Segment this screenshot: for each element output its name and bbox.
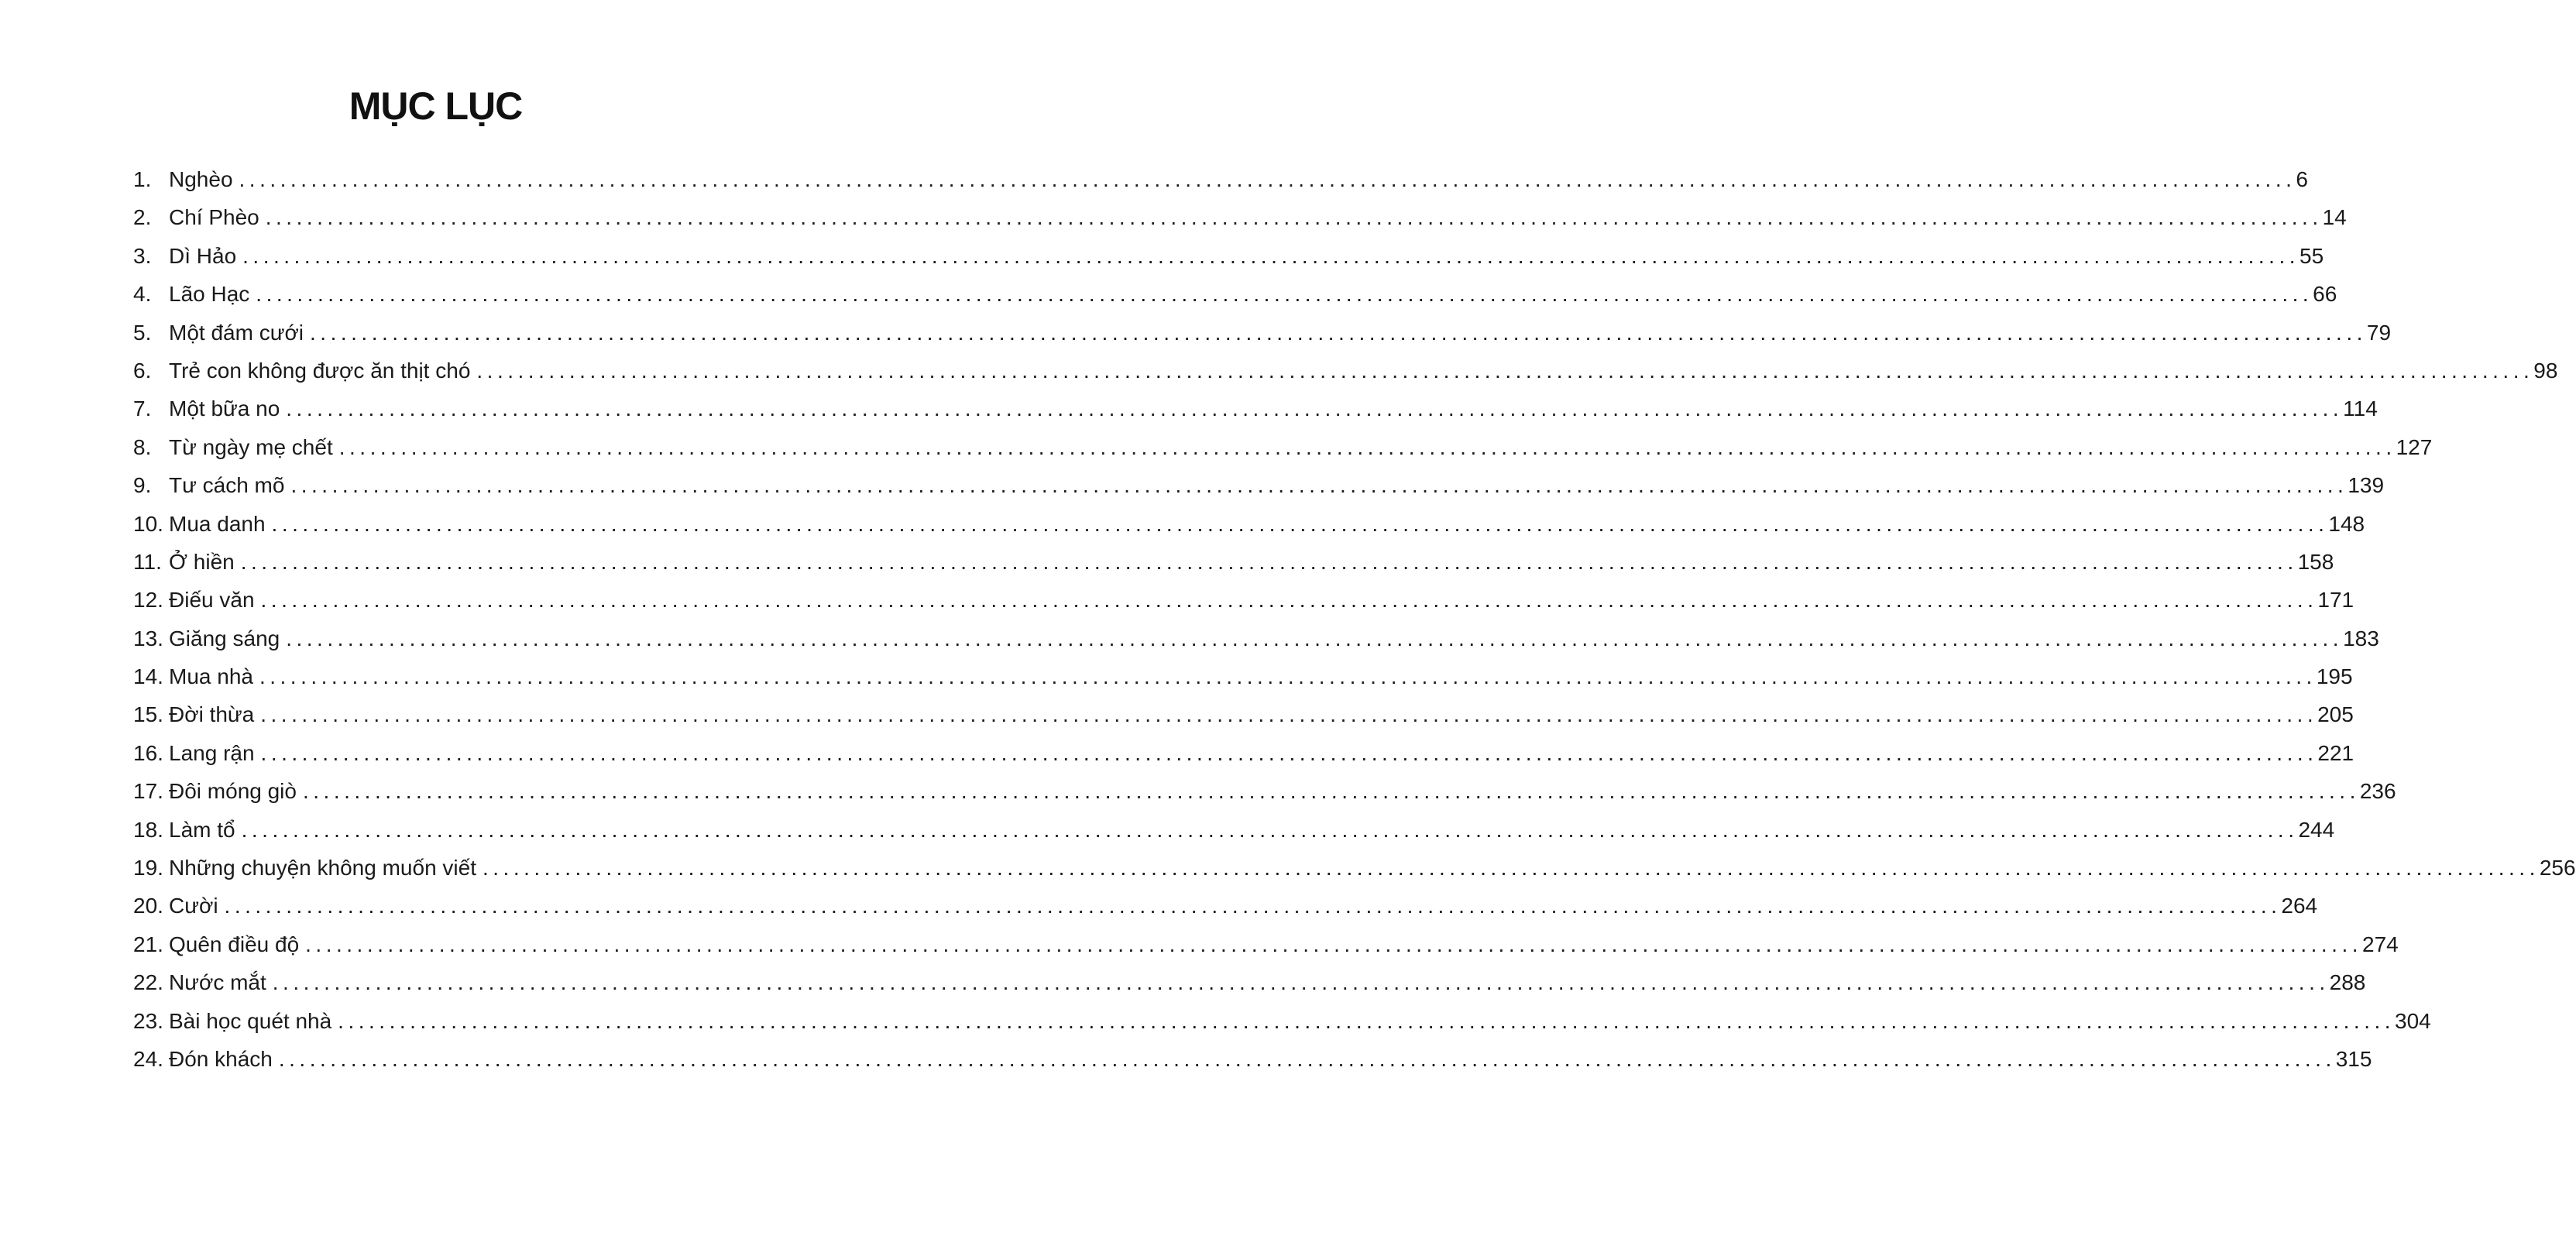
dot-leader: ........................................................................................................................................................................................................ (290, 473, 2348, 498)
toc-entry-page: 244 (2298, 817, 2335, 842)
dot-leader: ........................................................................................................................................................................................................ (240, 549, 2298, 574)
toc-entry-title: Tư cách mõ (169, 473, 285, 498)
dot-leader: ........................................................................................................................................................................................................ (256, 282, 2313, 307)
toc-entry-title: Từ ngày mẹ chết (169, 434, 333, 459)
dot-leader: ........................................................................................................................................................................................................ (265, 205, 2323, 230)
toc-entry-title: Dì Hảo (169, 243, 237, 268)
toc-entry (133, 466, 2385, 504)
toc-entry-number: 17. (133, 779, 163, 804)
toc-entry (133, 925, 2399, 963)
toc-entry-number: 14. (133, 664, 163, 689)
toc-entry-title: Đón khách (169, 1046, 273, 1071)
toc-entry (133, 581, 2354, 619)
toc-entry-page: 6 (2296, 167, 2308, 191)
toc-entry (133, 849, 2576, 887)
toc-entry-number: 21. (133, 932, 163, 956)
dot-leader: ........................................................................................................................................................................................................ (338, 434, 2396, 459)
toc-entry-title: Mua nhà (169, 664, 253, 689)
table-of-contents (133, 160, 2576, 1078)
toc-entry-number: 6. (133, 358, 152, 383)
toc-entry-number: 9. (133, 473, 152, 498)
toc-entry (133, 1002, 2431, 1040)
toc-entry-title: Giăng sáng (169, 626, 280, 650)
dot-leader: ........................................................................................................................................................................................................ (305, 932, 2362, 956)
toc-entry-page: 274 (2362, 932, 2399, 956)
toc-entry (133, 237, 2324, 275)
toc-entry-page: 66 (2313, 282, 2337, 307)
toc-entry (133, 657, 2353, 695)
toc-entry (133, 352, 2558, 390)
toc-entry-title: Một bữa no (169, 396, 280, 421)
toc-entry-number: 20. (133, 894, 163, 918)
toc-entry (133, 428, 2433, 466)
toc-entry (133, 963, 2366, 1001)
toc-entry-page: 55 (2300, 243, 2324, 268)
toc-entry-title: Ở hiền (169, 549, 235, 574)
toc-entry (133, 695, 2354, 733)
toc-entry-title: Mua danh (169, 511, 266, 536)
dot-leader: ........................................................................................................................................................................................................ (239, 167, 2296, 191)
toc-entry-page: 304 (2395, 1008, 2431, 1033)
page-title: MỤC LỤC (349, 84, 523, 128)
toc-entry-number: 8. (133, 434, 152, 459)
toc-entry-title: Bài học quét nhà (169, 1008, 332, 1033)
dot-leader: ........................................................................................................................................................................................................ (260, 702, 2318, 727)
toc-entry (133, 390, 2378, 427)
toc-entry-page: 127 (2396, 434, 2433, 459)
toc-entry-title: Cười (169, 894, 218, 918)
toc-entry-page: 195 (2316, 664, 2353, 689)
toc-entry (133, 160, 2308, 198)
toc-entry-title: Làm tổ (169, 817, 235, 842)
toc-entry-number: 16. (133, 740, 163, 765)
toc-entry-page: 114 (2343, 396, 2378, 421)
toc-entry-page: 221 (2317, 740, 2354, 765)
toc-entry-page: 205 (2317, 702, 2354, 727)
toc-entry-number: 12. (133, 588, 163, 613)
dot-leader: ........................................................................................................................................................................................................ (271, 511, 2329, 536)
dot-leader: ........................................................................................................................................................................................................ (260, 588, 2318, 613)
dot-leader: ........................................................................................................................................................................................................ (310, 320, 2367, 345)
toc-entry-title: Lão Hạc (169, 282, 250, 307)
toc-entry-number: 15. (133, 702, 163, 727)
toc-entry-page: 315 (2335, 1046, 2372, 1071)
dot-leader: ........................................................................................................................................................................................................ (278, 1046, 2336, 1071)
toc-entry-title: Những chuyện không muốn viết (169, 856, 476, 880)
dot-leader: ........................................................................................................................................................................................................ (259, 664, 2317, 689)
toc-entry (133, 543, 2334, 581)
toc-entry-page: 14 (2322, 205, 2347, 230)
dot-leader: ........................................................................................................................................................................................................ (242, 243, 2300, 268)
toc-entry-number: 18. (133, 817, 163, 842)
toc-entry-page: 79 (2366, 320, 2392, 345)
toc-entry-title: Đời thừa (169, 702, 255, 727)
toc-entry-page: 139 (2348, 473, 2385, 498)
dot-leader: ........................................................................................................................................................................................................ (260, 740, 2318, 765)
toc-entry-title: Lang rận (169, 740, 255, 765)
toc-entry-number: 10. (133, 511, 163, 536)
toc-entry-page: 236 (2359, 779, 2396, 804)
toc-entry-number: 13. (133, 626, 163, 650)
toc-entry-title: Trẻ con không được ăn thịt chó (169, 358, 471, 383)
toc-entry-number: 24. (133, 1046, 163, 1071)
toc-entry (133, 734, 2354, 772)
toc-entry (133, 505, 2365, 543)
toc-entry-page: 148 (2328, 511, 2365, 536)
toc-entry-page: 158 (2297, 549, 2334, 574)
dot-leader: ........................................................................................................................................................................................................ (272, 970, 2330, 995)
dot-leader: ........................................................................................................................................................................................................ (338, 1008, 2396, 1033)
toc-entry-page: 171 (2317, 588, 2354, 613)
toc-entry (133, 275, 2337, 313)
toc-entry-title: Quên điều độ (169, 932, 300, 956)
toc-entry (133, 887, 2318, 925)
dot-leader: ........................................................................................................................................................................................................ (483, 856, 2540, 880)
toc-entry-number: 22. (133, 970, 163, 995)
dot-leader: ........................................................................................................................................................................................................ (224, 894, 2282, 918)
toc-entry-page: 264 (2281, 894, 2318, 918)
toc-entry-title: Đôi móng giò (169, 779, 297, 804)
dot-leader: ........................................................................................................................................................................................................ (241, 817, 2299, 842)
toc-entry (133, 620, 2379, 657)
toc-entry-title: Nghèo (169, 167, 233, 191)
toc-entry-number: 5. (133, 320, 152, 345)
toc-entry-number: 4. (133, 282, 152, 307)
toc-entry (133, 314, 2392, 352)
toc-entry-page: 183 (2343, 626, 2379, 650)
toc-entry-number: 11. (133, 549, 162, 574)
toc-entry-number: 23. (133, 1008, 163, 1033)
toc-entry-number: 7. (133, 396, 152, 421)
toc-entry-number: 2. (133, 205, 152, 230)
dot-leader: ........................................................................................................................................................................................................ (286, 626, 2344, 650)
toc-entry-title: Nước mắt (169, 970, 266, 995)
toc-entry (133, 198, 2347, 236)
toc-entry-number: 1. (133, 167, 152, 191)
toc-entry-number: 19. (133, 856, 163, 880)
toc-entry (133, 1040, 2372, 1078)
toc-entry (133, 811, 2335, 849)
toc-entry-number: 3. (133, 243, 152, 268)
toc-entry-title: Một đám cưới (169, 320, 304, 345)
dot-leader: ........................................................................................................................................................................................................ (302, 779, 2360, 804)
toc-entry-title: Điếu văn (169, 588, 255, 613)
toc-entry-page: 288 (2329, 970, 2366, 995)
toc-entry (133, 772, 2396, 810)
dot-leader: ........................................................................................................................................................................................................ (286, 396, 2344, 421)
toc-entry-page: 98 (2533, 358, 2558, 383)
toc-entry-title: Chí Phèo (169, 205, 259, 230)
toc-entry-page: 256 (2539, 856, 2576, 880)
dot-leader: ........................................................................................................................................................................................................ (476, 358, 2534, 383)
